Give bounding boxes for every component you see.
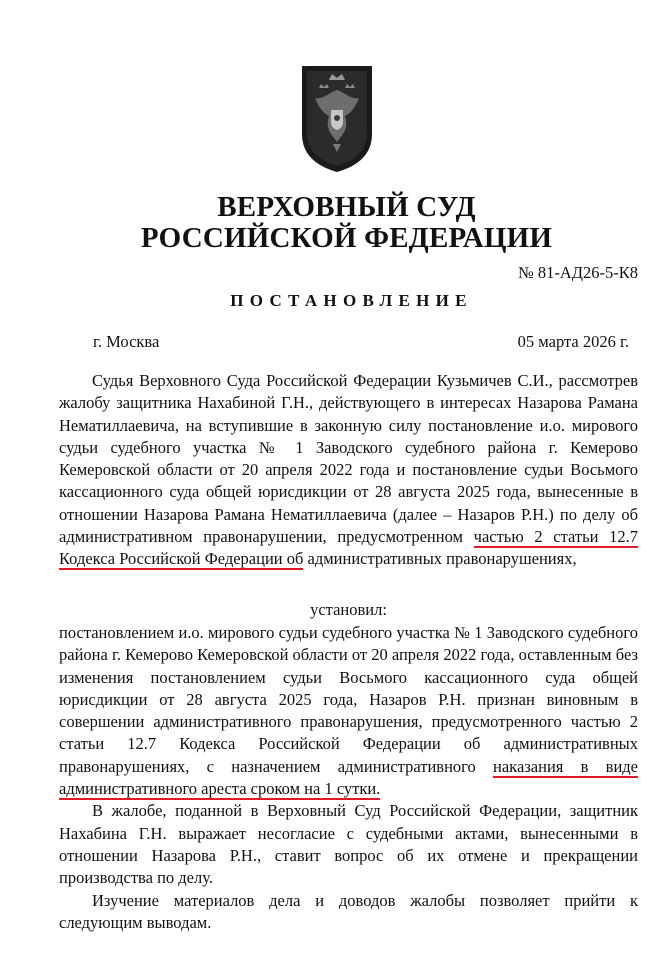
intro-paragraph: [59, 370, 638, 571]
findings-section: [59, 622, 638, 934]
document-date: 05 марта 2026 г.: [517, 332, 629, 351]
complaint-paragraph: В жалобе, поданной в Верховный Суд Российской Федерации, защитник Нахабина Г.Н. выражает несогласие с судебными актами, вынесенными в отношении Назарова Р.Н., ставит вопрос об их отмене и прекращении производства по делу.: [59, 801, 638, 888]
russian-coat-of-arms-icon: [297, 62, 377, 174]
intro-text: Судья Верховного Суда Российской Федерации Кузьмичев С.И., рассмотрев жалобу защитника Нахабиной Г.Н., действующего в интересах Назарова Рамана Нематиллаевича, на вступившие в законную силу постановление и.о. мирового судьи судебного участка № 1 Заводского судебного района г. Кемерово Кемеровской области от 20 апреля 2022 года и постановление судьи Восьмого кассационного суда общей юрисдикции от 28 августа 2025 года, вынесенные в отношении Назарова Рамана Нематиллаевича (далее – Назаров Р.Н.) по делу об административном правонарушении, предусмотренном: [59, 371, 638, 547]
highlighted-penalty: наказания в виде административного ареста сроком на 1 сутки.: [59, 756, 639, 799]
city: г. Москва: [93, 332, 160, 351]
established-heading: установил:: [310, 599, 387, 619]
highlighted-article-reference: частью 2 статьи 12.7 Кодекса Российской Федерации об: [59, 527, 638, 569]
document-type-title: ПОСТАНОВЛЕНИЕ: [230, 291, 473, 310]
findings-text: постановлением и.о. мирового судьи судебного участка № 1 Заводского судебного района г. Кемерово Кемеровской области от 20 апреля 2022 года, оставленным без изменения постановлением судьи Восьмого кассационного суда общей юрисдикции от 28 августа 2025 года, Назаров Р.Н. признан виновным в совершении административного правонарушения, предусмотренного частью 2 статьи 12.7 Кодекса Российской Федерации об административных правонарушениях, с назначением административного: [59, 623, 638, 776]
intro-text-end: административных правонарушениях,: [303, 549, 577, 569]
court-name-line2: РОССИЙСКОЙ ФЕДЕРАЦИИ: [140, 222, 553, 254]
intro-section: [59, 370, 638, 645]
court-name-line1: ВЕРХОВНЫЙ СУД: [217, 191, 476, 223]
findings-paragraph: [59, 622, 638, 800]
conclusion-paragraph: Изучение материалов дела и доводов жалобы позволяет прийти к следующим выводам.: [59, 890, 638, 932]
case-number: № 81-АД26-5-К8: [517, 263, 638, 282]
